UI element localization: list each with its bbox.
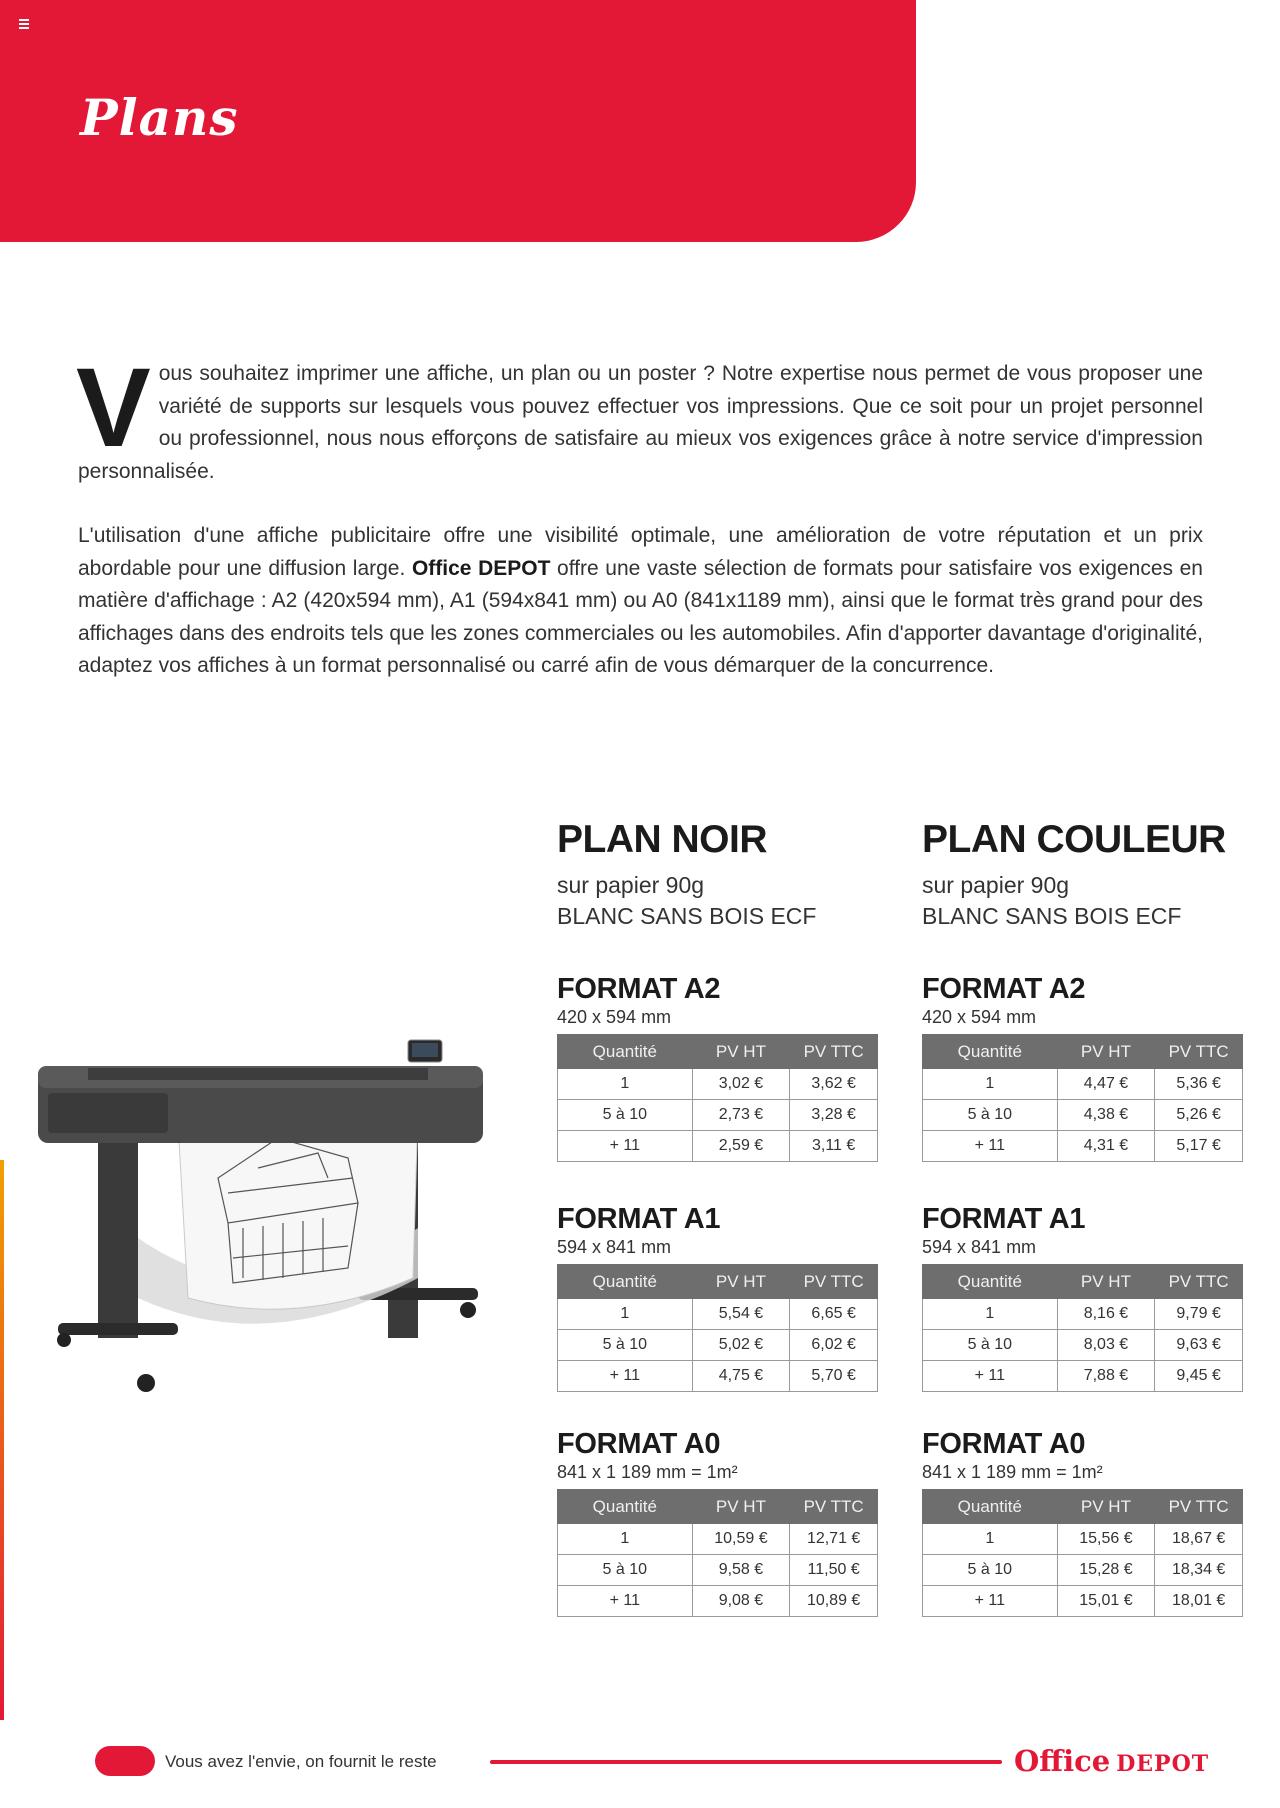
format-title: FORMAT A1 <box>557 1203 721 1235</box>
intro-text <box>76 345 1203 683</box>
header-banner <box>0 0 916 242</box>
format-a1-block <box>557 1202 887 1392</box>
format-dimensions: 594 x 841 mm <box>922 1237 1037 1257</box>
cell-price-ttc: 6,02 € <box>790 1330 878 1361</box>
cell-price-ttc: 18,01 € <box>1155 1586 1243 1617</box>
plan-noir-column <box>557 818 887 1609</box>
cell-price-ttc: 5,26 € <box>1155 1100 1243 1131</box>
table-header-row <box>923 1265 1243 1299</box>
cell-price-ht: 10,59 € <box>692 1524 790 1555</box>
cell-price-ttc: 3,11 € <box>790 1131 878 1162</box>
price-table <box>922 1034 1243 1162</box>
table-row <box>923 1299 1243 1330</box>
price-table <box>557 1264 878 1392</box>
table-row <box>923 1361 1243 1392</box>
price-table <box>557 1034 878 1162</box>
format-a1-block <box>922 1202 1252 1392</box>
price-table <box>557 1489 878 1617</box>
format-dimensions: 420 x 594 mm <box>557 1007 672 1027</box>
cell-quantity: 1 <box>558 1299 693 1330</box>
table-row <box>558 1586 878 1617</box>
price-table <box>922 1489 1243 1617</box>
format-a0-block <box>557 1427 887 1617</box>
page-title: Plans <box>80 88 239 147</box>
cell-quantity: + 11 <box>558 1361 693 1392</box>
format-dimensions: 420 x 594 mm <box>922 1007 1037 1027</box>
cell-quantity: 5 à 10 <box>558 1330 693 1361</box>
cell-quantity: 5 à 10 <box>558 1555 693 1586</box>
header-pv-ttc: PV TTC <box>790 1265 878 1299</box>
table-row <box>558 1069 878 1100</box>
header-pv-ht: PV HT <box>692 1265 790 1299</box>
cell-quantity: + 11 <box>923 1131 1058 1162</box>
cell-quantity: 1 <box>558 1069 693 1100</box>
cell-quantity: 5 à 10 <box>923 1330 1058 1361</box>
format-a2-block <box>557 972 887 1162</box>
cell-price-ht: 4,38 € <box>1057 1100 1155 1131</box>
table-row <box>558 1299 878 1330</box>
cell-quantity: 5 à 10 <box>558 1100 693 1131</box>
cell-price-ht: 15,01 € <box>1057 1586 1155 1617</box>
table-row <box>923 1069 1243 1100</box>
table-header-row <box>558 1265 878 1299</box>
cell-quantity: 5 à 10 <box>923 1555 1058 1586</box>
format-title: FORMAT A2 <box>922 973 1086 1005</box>
cell-price-ttc: 3,28 € <box>790 1100 878 1131</box>
large-format-printer-image <box>28 1028 508 1403</box>
format-dimensions: 841 x 1 189 mm = 1m² <box>922 1462 1103 1482</box>
table-row <box>558 1555 878 1586</box>
header-pv-ht: PV HT <box>692 1035 790 1069</box>
cell-price-ht: 15,28 € <box>1057 1555 1155 1586</box>
format-dimensions: 841 x 1 189 mm = 1m² <box>557 1462 738 1482</box>
format-title: FORMAT A2 <box>557 973 721 1005</box>
cell-price-ht: 8,03 € <box>1057 1330 1155 1361</box>
logo-word-depot: DEPOT <box>1116 1751 1210 1777</box>
header-pv-ttc: PV TTC <box>1155 1035 1243 1069</box>
cell-price-ttc: 5,17 € <box>1155 1131 1243 1162</box>
plan-subtitle: sur papier 90g <box>922 872 1070 898</box>
format-dimensions: 594 x 841 mm <box>557 1237 672 1257</box>
table-row <box>923 1131 1243 1162</box>
logo-word-office: Office <box>1014 1744 1111 1778</box>
cell-price-ttc: 10,89 € <box>790 1586 878 1617</box>
cell-price-ht: 5,02 € <box>692 1330 790 1361</box>
table-row <box>558 1131 878 1162</box>
cell-price-ttc: 9,63 € <box>1155 1330 1243 1361</box>
header-pv-ttc: PV TTC <box>1155 1265 1243 1299</box>
header-quantite: Quantité <box>558 1035 693 1069</box>
plan-title: PLAN COULEUR <box>922 818 1226 861</box>
table-row <box>558 1330 878 1361</box>
dropcap-letter: V <box>76 345 151 470</box>
header-pv-ht: PV HT <box>1057 1265 1155 1299</box>
header-pv-ttc: PV TTC <box>790 1035 878 1069</box>
intro-paragraph-1-text: ous souhaitez imprimer une affiche, un plan ou un poster ? Notre expertise nous permet de vous proposer une variété de supports sur lesquels vous pouvez effectuer vos impressions. Que ce soit pour un projet personnel ou professionnel, nous nous efforçons de satisfaire au mieux vos exigences grâce à notre service d'impression personnalisée. <box>78 362 1203 483</box>
plan-paper: BLANC SANS BOIS ECF <box>557 903 817 929</box>
format-a0-block <box>922 1427 1252 1617</box>
plan-couleur-column <box>922 818 1252 1609</box>
cell-price-ttc: 9,79 € <box>1155 1299 1243 1330</box>
edge-accent-bar <box>0 1160 4 1720</box>
cell-price-ht: 4,47 € <box>1057 1069 1155 1100</box>
cell-price-ht: 3,02 € <box>692 1069 790 1100</box>
intro-paragraph-1 <box>76 345 1203 488</box>
cell-price-ht: 2,73 € <box>692 1100 790 1131</box>
price-table <box>922 1264 1243 1392</box>
cell-price-ttc: 12,71 € <box>790 1524 878 1555</box>
table-row <box>923 1100 1243 1131</box>
intro-brand-name: Office DEPOT <box>411 556 551 580</box>
cell-price-ht: 15,56 € <box>1057 1524 1155 1555</box>
table-header-row <box>558 1035 878 1069</box>
header-pv-ht: PV HT <box>692 1490 790 1524</box>
hamburger-menu-icon[interactable] <box>19 19 29 31</box>
plan-subtitle: sur papier 90g <box>557 872 705 898</box>
cell-price-ht: 2,59 € <box>692 1131 790 1162</box>
footer-pill-shape <box>95 1746 155 1776</box>
table-row <box>923 1330 1243 1361</box>
cell-quantity: + 11 <box>558 1131 693 1162</box>
intro-paragraph-2 <box>78 520 1203 683</box>
cell-price-ht: 4,31 € <box>1057 1131 1155 1162</box>
table-row <box>558 1100 878 1131</box>
plan-paper: BLANC SANS BOIS ECF <box>922 903 1182 929</box>
table-row <box>923 1586 1243 1617</box>
cell-price-ht: 7,88 € <box>1057 1361 1155 1392</box>
cell-price-ttc: 9,45 € <box>1155 1361 1243 1392</box>
cell-price-ttc: 3,62 € <box>790 1069 878 1100</box>
cell-price-ht: 9,08 € <box>692 1586 790 1617</box>
format-title: FORMAT A1 <box>922 1203 1086 1235</box>
format-title: FORMAT A0 <box>557 1428 721 1460</box>
cell-price-ht: 8,16 € <box>1057 1299 1155 1330</box>
header-quantite: Quantité <box>923 1265 1058 1299</box>
intro-paragraph-2-start: L'utilisation d'une affiche publicitaire offre une visibilité optimale, une amélioration de votre réputation et un prix abordable pour une diffusion large. <box>78 524 1203 580</box>
cell-quantity: 1 <box>558 1524 693 1555</box>
plan-title: PLAN NOIR <box>557 818 767 861</box>
header-quantite: Quantité <box>923 1035 1058 1069</box>
cell-quantity: + 11 <box>558 1586 693 1617</box>
cell-price-ttc: 11,50 € <box>790 1555 878 1586</box>
cell-quantity: + 11 <box>923 1586 1058 1617</box>
cell-quantity: 1 <box>923 1299 1058 1330</box>
header-pv-ttc: PV TTC <box>790 1490 878 1524</box>
cell-price-ttc: 5,70 € <box>790 1361 878 1392</box>
format-title: FORMAT A0 <box>922 1428 1086 1460</box>
header-pv-ht: PV HT <box>1057 1035 1155 1069</box>
table-header-row <box>923 1490 1243 1524</box>
cell-price-ht: 5,54 € <box>692 1299 790 1330</box>
table-row <box>923 1524 1243 1555</box>
table-row <box>558 1361 878 1392</box>
footer-tagline: Vous avez l'envie, on fournit le reste <box>165 1752 437 1771</box>
cell-price-ttc: 5,36 € <box>1155 1069 1243 1100</box>
cell-quantity: 1 <box>923 1069 1058 1100</box>
header-quantite: Quantité <box>558 1265 693 1299</box>
header-quantite: Quantité <box>558 1490 693 1524</box>
cell-quantity: 5 à 10 <box>923 1100 1058 1131</box>
format-a2-block <box>922 972 1252 1162</box>
cell-quantity: + 11 <box>923 1361 1058 1392</box>
intro-paragraph-2-end: offre une vaste sélection de formats pour satisfaire vos exigences en matière d'affichage : A2 (420x594 mm), A1 (594x841 mm) ou A0 (841x1189 mm), ainsi que le format très grand pour des affichages dans des endroits tels que les zones commerciales ou les automobiles. Afin d'apporter davantage d'originalité, adaptez vos affiches à un format personnalisé ou carré afin de vous démarquer de la concurrence. <box>78 556 1203 677</box>
cell-price-ttc: 18,67 € <box>1155 1524 1243 1555</box>
footer-divider <box>490 1760 1002 1764</box>
cell-price-ht: 4,75 € <box>692 1361 790 1392</box>
table-row <box>558 1524 878 1555</box>
cell-price-ttc: 18,34 € <box>1155 1555 1243 1586</box>
office-depot-logo <box>1014 1744 1209 1778</box>
cell-price-ht: 9,58 € <box>692 1555 790 1586</box>
header-pv-ttc: PV TTC <box>1155 1490 1243 1524</box>
table-header-row <box>923 1035 1243 1069</box>
cell-quantity: 1 <box>923 1524 1058 1555</box>
cell-price-ttc: 6,65 € <box>790 1299 878 1330</box>
header-pv-ht: PV HT <box>1057 1490 1155 1524</box>
table-row <box>923 1555 1243 1586</box>
table-header-row <box>558 1490 878 1524</box>
header-quantite: Quantité <box>923 1490 1058 1524</box>
